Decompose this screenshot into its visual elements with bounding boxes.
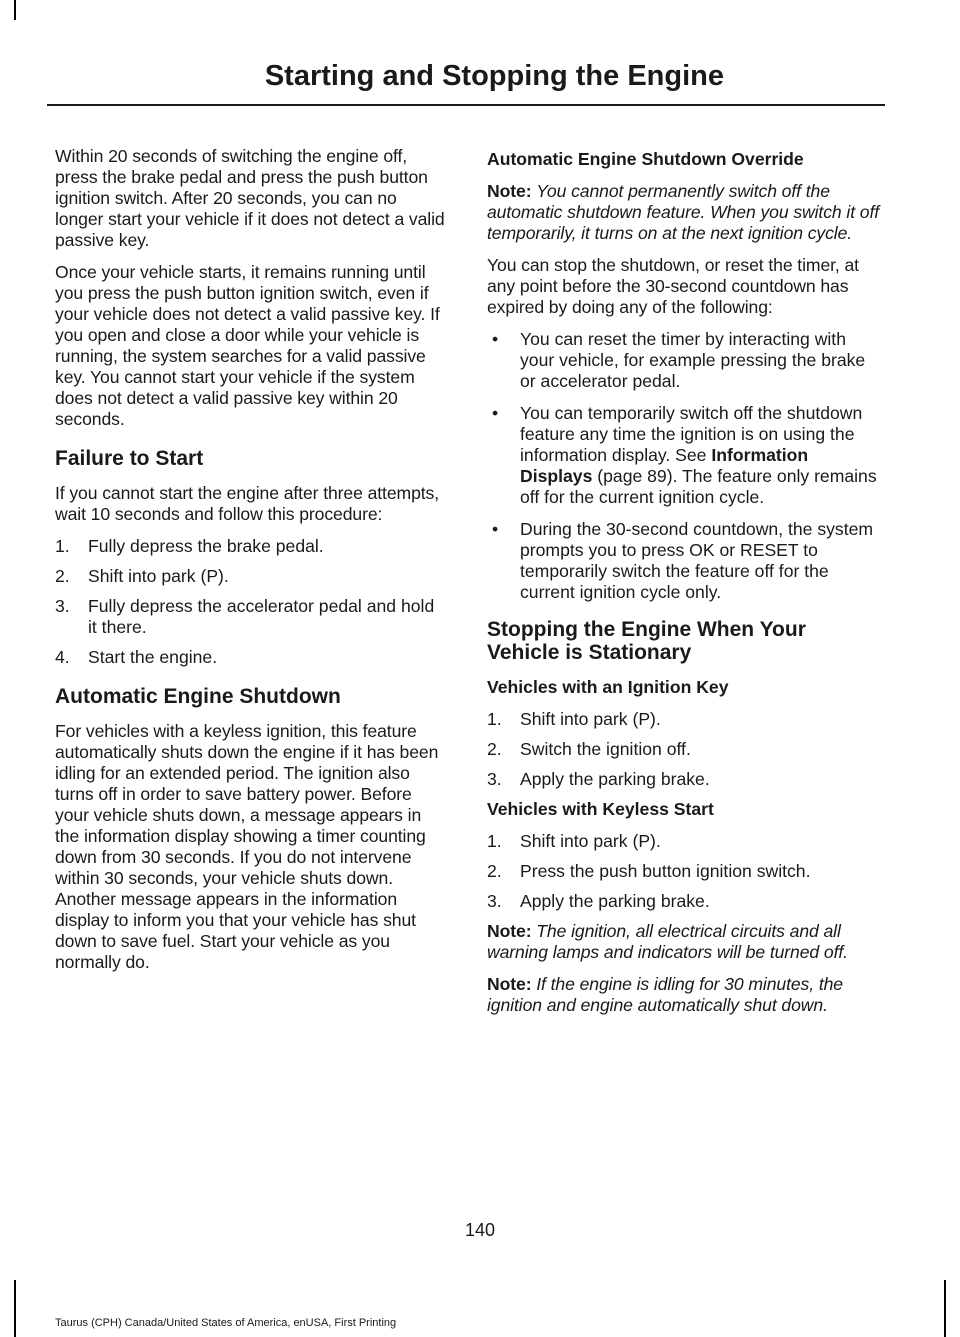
list-item: 2. Press the push button ignition switch. <box>487 861 811 881</box>
list-item: 2. Switch the ignition off. <box>487 739 691 759</box>
list-item: 3. Apply the parking brake. <box>487 769 710 789</box>
numbered-list <box>55 536 447 668</box>
list-item: 4. Start the engine. <box>55 647 218 667</box>
footer-text: Taurus (CPH) Canada/United States of America, enUSA, First Printing <box>55 1317 397 1329</box>
note: Note: The ignition, all electrical circuits and all warning lamps and indicators will be turned off. <box>487 921 848 962</box>
paragraph: For vehicles with a keyless ignition, this feature automatically shuts down the engine if it has been idling for an extended period. The ignition also turns off in order to save battery power. Before your vehicle shuts down, a message appears in the information display showing a timer counting down from 30 seconds. If you do not intervene within 30 seconds, your vehicle shuts down. Another message appears in the information display to inform you that your vehicle has shut down to save fuel. Start your vehicle as you normally do. <box>55 721 439 972</box>
note: Note: You cannot permanently switch off the automatic shutdown feature. When you switch it off temporarily, it turns on at the next ignition cycle. <box>487 181 880 243</box>
list-item: 1. Shift into park (P). <box>487 709 661 729</box>
crop-mark-bottom-left <box>14 1280 16 1337</box>
paragraph: If you cannot start the engine after three attempts, wait 10 seconds and follow this procedure: <box>55 483 440 524</box>
numbered-list <box>487 709 881 790</box>
numbered-list <box>487 831 881 912</box>
information-displays-link[interactable]: Information Displays <box>520 445 809 486</box>
list-item: • During the 30-second countdown, the system prompts you to press OK or RESET to temporarily switch the feature off for the current ignition cycle only. <box>492 519 874 602</box>
section-heading-failure-to-start: Failure to Start <box>55 447 204 470</box>
header-divider <box>47 104 885 106</box>
list-item: 3. Fully depress the accelerator pedal and hold it there. <box>55 596 435 637</box>
list-item: 1. Shift into park (P). <box>487 831 661 851</box>
list-item: • You can temporarily switch off the shutdown feature any time the ignition is on using the information display. See Information Displays (page 89). The feature only remains off for the current ignition cycle. <box>492 403 877 507</box>
crop-mark-top-left <box>14 0 16 20</box>
subheading-shutdown-override: Automatic Engine Shutdown Override <box>487 149 804 169</box>
list-item: • You can reset the timer by interacting with your vehicle, for example pressing the brake or accelerator pedal. <box>492 329 866 391</box>
list-item: 2. Shift into park (P). <box>55 566 229 586</box>
paragraph: Once your vehicle starts, it remains running until you press the push button ignition switch, even if your vehicle does not detect a valid passive key. If you open and close a door while your vehicle is running, the system searches for a valid passive key. You cannot start your vehicle if the system does not detect a valid passive key within 20 seconds. <box>55 262 440 429</box>
paragraph: You can stop the shutdown, or reset the timer, at any point before the 30-second countdown has expired by doing any of the following: <box>487 255 859 317</box>
left-column <box>55 146 447 984</box>
subheading-keyless-start: Vehicles with Keyless Start <box>487 799 714 819</box>
section-heading-stopping-engine: Stopping the Engine When Your Vehicle is Stationary <box>487 618 806 664</box>
page-title: Starting and Stopping the Engine <box>264 60 724 92</box>
paragraph: Within 20 seconds of switching the engine off, press the brake pedal and press the push button ignition switch. After 20 seconds, you can no longer start your vehicle if it does not detect a valid passive key. <box>55 146 445 250</box>
crop-mark-bottom-right <box>944 1280 946 1337</box>
list-item: 1. Fully depress the brake pedal. <box>55 536 324 556</box>
bullet-list <box>487 329 881 603</box>
subheading-ignition-key: Vehicles with an Ignition Key <box>487 677 729 697</box>
list-item: 3. Apply the parking brake. <box>487 891 710 911</box>
right-column <box>487 146 881 1027</box>
note: Note: If the engine is idling for 30 minutes, the ignition and engine automatically shut down. <box>487 974 843 1015</box>
section-heading-automatic-engine-shutdown: Automatic Engine Shutdown <box>55 685 341 708</box>
page-number: 140 <box>464 1220 496 1240</box>
